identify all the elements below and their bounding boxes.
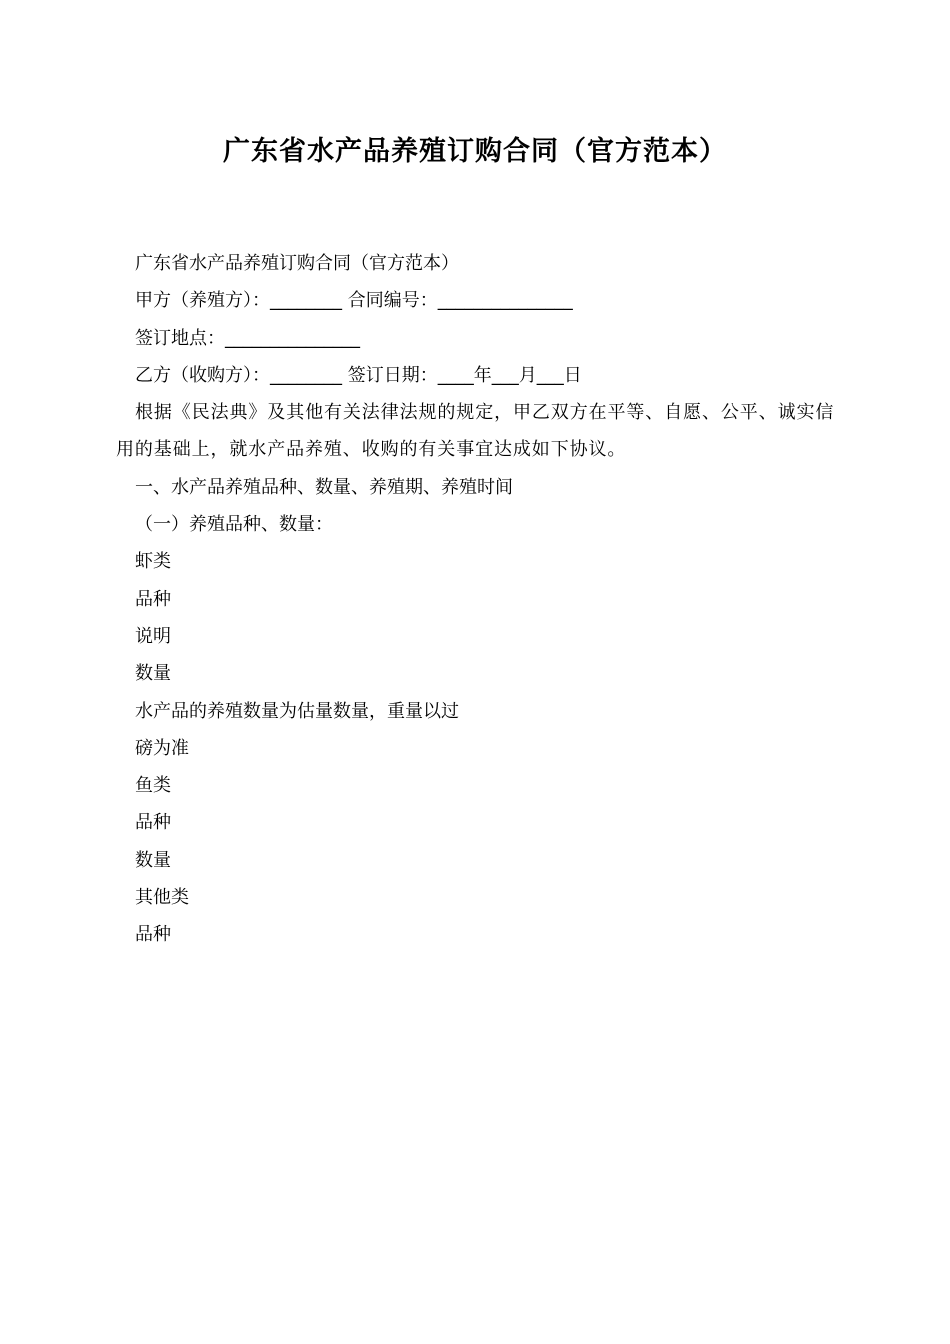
estimate-note-line-1: 水产品的养殖数量为估量数量，重量以过 <box>135 700 459 722</box>
shrimp-variety-line: 品种 <box>135 588 171 610</box>
other-line: 其他类 <box>135 887 189 909</box>
intro-paragraph: 根据《民法典》及其他有关法律法规的规定，甲乙双方在平等、自愿、公平、诚实信用的基础上，就水产品养殖、收购的有关事宜达成如下协议。 <box>116 402 835 461</box>
shrimp-line: 虾类 <box>135 551 171 573</box>
subtitle-line: 广东省水产品养殖订购合同（官方范本） <box>135 253 459 274</box>
section-heading-1: 一、水产品养殖品种、数量、养殖期、养殖时间 <box>135 476 513 498</box>
sign-place-line: 签订地点：_______________ <box>135 327 360 349</box>
fish-variety-line: 品种 <box>135 812 171 834</box>
document-title: 广东省水产品养殖订购合同（官方范本） <box>223 136 727 167</box>
fish-quantity-line: 数量 <box>135 849 171 871</box>
document-body <box>116 245 836 954</box>
other-variety-line: 品种 <box>135 924 171 946</box>
fish-line: 鱼类 <box>135 775 171 797</box>
estimate-note-line-2: 磅为准 <box>135 737 189 759</box>
shrimp-quantity-line: 数量 <box>135 663 171 685</box>
party-b-line: 乙方（收购方）：________ 签订日期：____年___月___日 <box>135 364 582 386</box>
party-a-line: 甲方（养殖方）：________ 合同编号：_______________ <box>135 290 573 312</box>
subsection-heading-1: （一）养殖品种、数量： <box>135 514 333 536</box>
shrimp-note-line: 说明 <box>135 625 171 647</box>
